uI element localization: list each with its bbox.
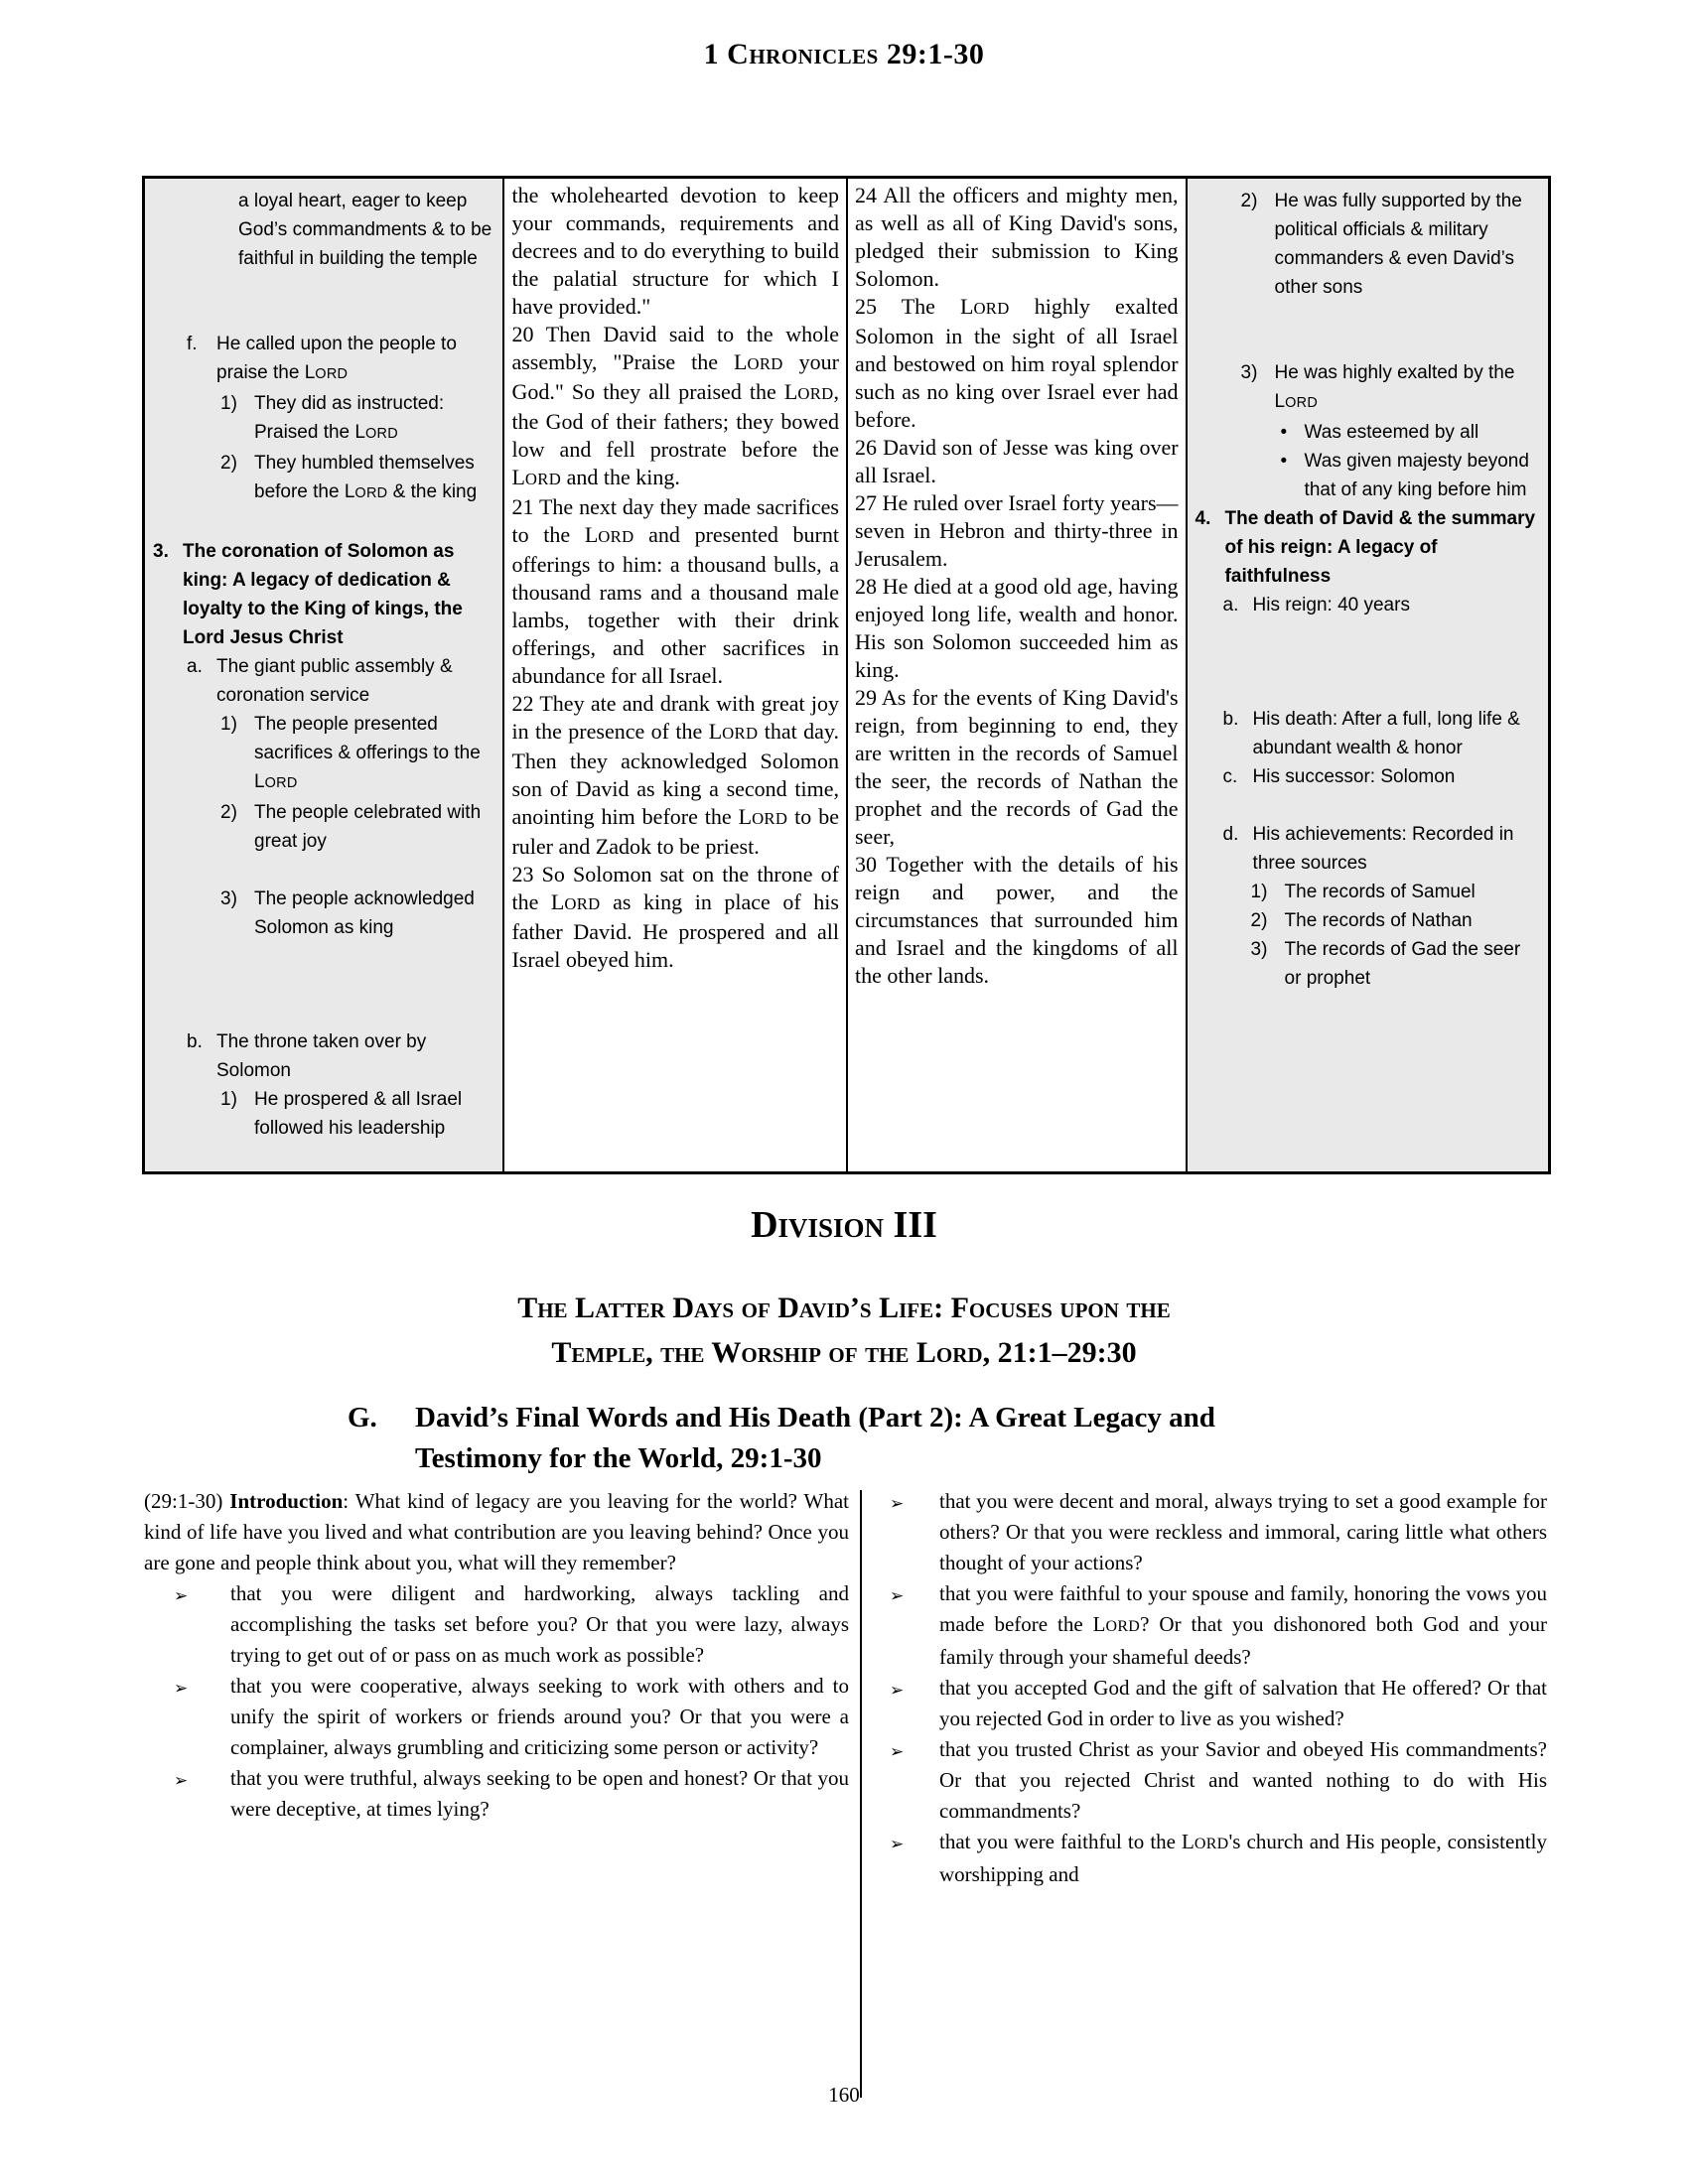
arrow-bullet-icon: ➢	[890, 1586, 905, 1605]
scripture-paragraph: 25 The LORD highly exalted Solomon in the sight of all Israel and bestowed on him royal splendor such as no king over Israel ever had before.	[855, 294, 1179, 432]
outline-item-label: 2)	[1250, 910, 1268, 931]
outline-item-label: a.	[1222, 595, 1239, 615]
spacer	[1194, 619, 1540, 705]
outline-item-text: The people acknowledged Solomon as king	[254, 888, 475, 938]
outline-item-text: Was esteemed by all	[1304, 422, 1479, 443]
list-item	[874, 1578, 1547, 1673]
outline-item	[187, 1027, 494, 1085]
outline-item	[187, 652, 494, 710]
list-item-text: that you were cooperative, always seeking to work with others and to unify the spirit of workers or friends around you? Or that you were a complainer, always grumbling and criticizing some person or activity?	[230, 1674, 849, 1759]
division-subtitle	[0, 1286, 1688, 1375]
scripture-column-right	[846, 179, 1186, 1171]
outline-item-text: The giant public assembly & coronation service	[216, 656, 453, 706]
outline-item-text: They did as instructed: Praised the LORD	[254, 393, 445, 443]
division-subtitle-line: The Latter Days of David’s Life: Focuses upon the	[517, 1292, 1171, 1324]
outline-item	[187, 330, 494, 389]
outline-item	[1223, 591, 1540, 619]
outline-item-text: The records of Gad the seer or prophet	[1284, 939, 1521, 989]
outline-item-label: a.	[187, 656, 203, 677]
outline-item	[220, 885, 494, 942]
outline-item-text: The records of Samuel	[1284, 882, 1476, 902]
outline-item	[1281, 418, 1540, 447]
outline-item-text: The people presented sacrifices & offerings to the LORD	[254, 714, 481, 792]
scripture-paragraph: 21 The next day they made sacrifices to the LORD and presented burnt offerings to him: a thousand bulls, a thousand rams and a thousand male lambs, together with their drink offerings, and other sacrifices in abundance for all Israel.	[511, 494, 839, 688]
outline-item-label: 2)	[220, 802, 237, 823]
scripture-paragraph: 22 They ate and drank with great joy in the presence of the LORD that day. Then they acknowledged Solomon son of David as king a second time, anointing him before the LORD to be ruler and Zadok to be priest.	[511, 691, 839, 859]
outline-item-label: 3.	[153, 541, 169, 562]
scripture-paragraph: 30 Together with the details of his reign and power, and the circumstances that surrounded him and Israel and the kingdoms of all the other lands.	[855, 852, 1179, 988]
outline-item-text: His successor: Solomon	[1252, 766, 1456, 787]
outline-item-label: 1)	[220, 714, 237, 735]
outline-item-label: 3)	[1250, 939, 1268, 960]
scripture-paragraph: 29 As for the events of King David's reign, from beginning to end, they are written in the records of Samuel the seer, the records of Nathan the prophet and the records of Gad the seer,	[855, 685, 1179, 849]
outline-item	[220, 1085, 494, 1143]
list-item-text: that you were decent and moral, always trying to set a good example for others? Or that you were reckless and immoral, caring little what others thought of your actions?	[939, 1489, 1547, 1574]
introduction-label: Introduction	[229, 1489, 344, 1513]
outline-item	[1223, 705, 1540, 762]
outline-item	[1281, 447, 1540, 504]
verse-ref: (29:1-30)	[144, 1489, 230, 1513]
arrow-bullet-icon: ➢	[174, 1679, 189, 1698]
scripture-paragraph: 24 All the officers and mighty men, as well as all of King David's sons, pledged their submission to King Solomon.	[855, 183, 1179, 291]
list-item-text: that you were diligent and hardworking, always tackling and accomplishing the tasks set before you? Or that you were lazy, always trying to get out of or pass on as much work as possible?	[230, 1581, 849, 1667]
outline-item-label: b.	[187, 1031, 203, 1052]
outline-item-label: 4.	[1195, 508, 1211, 529]
page-number: 160	[828, 2083, 860, 2107]
outline-item-text: The death of David & the summary of his reign: A legacy of faithfulness	[1224, 508, 1536, 587]
outline-item-text: The throne taken over by Solomon	[216, 1031, 427, 1081]
list-item-text: that you were truthful, always seeking to be open and honest? Or that you were deceptive, at times lying?	[230, 1766, 849, 1821]
bullet-icon: •	[1280, 451, 1288, 472]
outline-scripture-table	[142, 176, 1551, 1174]
scripture-paragraph: 26 David son of Jesse was king over all Israel.	[855, 435, 1179, 487]
list-item	[874, 1734, 1547, 1827]
spacer	[151, 856, 494, 885]
outline-item-text: He called upon the people to praise the LORD	[216, 334, 457, 383]
outline-item	[220, 389, 494, 449]
division-subtitle-line: Temple, the Worship of the Lord, 21:1–29:30	[551, 1336, 1137, 1369]
scripture-paragraph: 23 So Solomon sat on the throne of the LORD as king in place of his father David. He prospered and all Israel obeyed him.	[511, 862, 839, 972]
outline-item-label: 2)	[1240, 191, 1258, 211]
outline-item-label: c.	[1222, 766, 1238, 787]
section-title: David’s Final Words and His Death (Part 2): A Great Legacy and Testimony for the World, 29:1-30	[415, 1402, 1215, 1474]
outline-item-label: 1)	[220, 1089, 237, 1110]
arrow-bullet-icon: ➢	[174, 1586, 189, 1605]
outline-item	[1196, 504, 1540, 591]
outline-item-text: His death: After a full, long life & abundant wealth & honor	[1252, 709, 1520, 758]
section-heading	[348, 1398, 1331, 1479]
outline-item-text: The records of Nathan	[1284, 910, 1473, 931]
commentary-column-left	[144, 1486, 849, 2098]
outline-item-label: 1)	[1250, 882, 1268, 902]
outline-item	[1241, 358, 1540, 418]
outline-item-label: 3)	[220, 888, 237, 909]
scripture-paragraph: 20 Then David said to the whole assembly, "Praise the LORD your God." So they all praised the LORD, the God of their fathers; they bowed low and fell prostrate before the LORD and the king.	[511, 322, 840, 489]
division-title: Division III	[751, 1204, 937, 1246]
scripture-paragraph: 27 He ruled over Israel forty years—seven in Hebron and thirty-three in Jerusalem.	[855, 490, 1179, 571]
page-title: 1 Chronicles 29:1-30	[703, 38, 985, 70]
outline-item	[238, 187, 494, 273]
outline-item	[220, 449, 494, 508]
spacer	[1194, 302, 1540, 358]
introduction-text: : What kind of legacy are you leaving for the world? What kind of life have you lived and what contribution are you leaving behind? Once you are gone and people think about you, what will they remember?	[144, 1489, 849, 1574]
outline-item-label: 1)	[220, 393, 237, 414]
outline-item-label: f.	[187, 334, 198, 354]
outline-column-left	[145, 179, 502, 1171]
scripture-paragraph: the wholehearted devotion to keep your commands, requirements and decrees and to do everything to build the palatial structure for which I have provided."	[511, 183, 839, 319]
spacer	[1194, 791, 1540, 820]
list-item-text: that you trusted Christ as your Savior and obeyed His commandments? Or that you rejected Christ and wanted nothing to do with His commandments?	[939, 1737, 1547, 1823]
column-divider	[860, 1490, 862, 2098]
outline-item	[220, 710, 494, 798]
section-label: G.	[348, 1402, 377, 1433]
outline-column-right	[1186, 179, 1548, 1171]
commentary-column-right	[874, 1486, 1547, 2098]
outline-item	[1223, 762, 1540, 791]
outline-item	[1251, 935, 1540, 993]
outline-item-text: His achievements: Recorded in three sources	[1252, 824, 1514, 874]
spacer	[151, 508, 494, 537]
list-item	[874, 1827, 1547, 1890]
arrow-bullet-icon: ➢	[174, 1771, 189, 1790]
outline-item-text: a loyal heart, eager to keep God’s commandments & to be faithful in building the temple	[238, 191, 492, 269]
outline-item-text: He was highly exalted by the LORD	[1274, 362, 1515, 412]
outline-item-text: He prospered & all Israel followed his leadership	[254, 1089, 463, 1139]
outline-item-label: b.	[1222, 709, 1239, 730]
list-item-text: that you accepted God and the gift of salvation that He offered? Or that you rejected God in order to live as you wished?	[939, 1676, 1547, 1730]
outline-item	[1241, 187, 1540, 302]
list-item-text: that you were faithful to your spouse and family, honoring the vows you made before the LORD? Or that you dishonored both God and your family through your shameful deeds?	[939, 1581, 1547, 1669]
outline-item-text: The coronation of Solomon as king: A legacy of dedication & loyalty to the King of kings, the Lord Jesus Christ	[183, 541, 463, 648]
outline-item-label: 3)	[1240, 362, 1258, 383]
list-item-text: that you were faithful to the LORD's church and His people, consistently worshipping and	[939, 1830, 1548, 1886]
list-item	[144, 1578, 849, 1671]
outline-item-text: They humbled themselves before the LORD & the king	[254, 453, 478, 502]
outline-item-label: d.	[1222, 824, 1239, 845]
outline-item	[1223, 820, 1540, 878]
spacer	[151, 273, 494, 330]
commentary-section	[144, 1486, 1549, 2098]
outline-item	[1251, 878, 1540, 906]
list-item	[874, 1486, 1547, 1578]
scripture-paragraph: 28 He died at a good old age, having enjoyed long life, wealth and honor. His son Solomon succeeded him as king.	[855, 574, 1179, 682]
outline-item-text: His reign: 40 years	[1252, 595, 1410, 615]
introduction-paragraph	[144, 1486, 849, 1578]
outline-item	[220, 798, 494, 856]
bullet-icon: •	[1280, 422, 1288, 443]
arrow-bullet-icon: ➢	[890, 1681, 905, 1700]
outline-item-label: 2)	[220, 453, 237, 474]
arrow-bullet-icon: ➢	[890, 1835, 905, 1853]
list-item	[144, 1671, 849, 1763]
list-item	[874, 1673, 1547, 1734]
scripture-column-left	[502, 179, 846, 1171]
outline-item-text: Was given majesty beyond that of any king before him	[1304, 451, 1529, 500]
outline-item	[1251, 906, 1540, 935]
outline-item-text: The people celebrated with great joy	[254, 802, 482, 852]
list-item	[144, 1763, 849, 1825]
arrow-bullet-icon: ➢	[890, 1742, 905, 1761]
spacer	[151, 942, 494, 1027]
arrow-bullet-icon: ➢	[890, 1494, 905, 1513]
outline-item	[153, 537, 494, 652]
outline-item-text: He was fully supported by the political officials & military commanders & even David’s other sons	[1274, 191, 1522, 298]
